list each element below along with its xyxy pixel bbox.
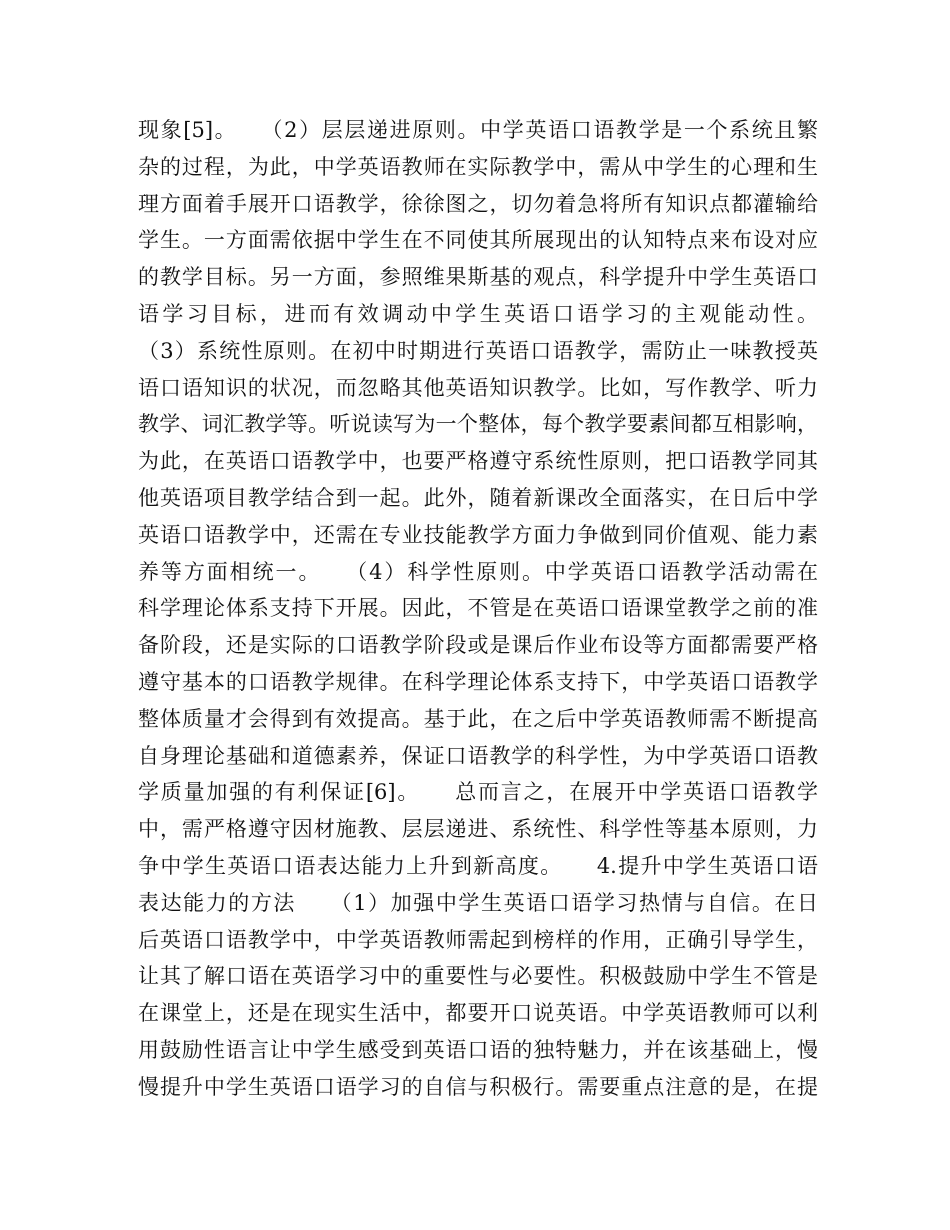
text-line: 整体质量才会得到有效提高。基于此，在之后中学英语教师需不断提高 xyxy=(138,706,818,731)
text-line: 理方面着手展开口语教学，徐徐图之，切勿着急将所有知识点都灌输给 xyxy=(138,191,818,216)
text-line: 为此，在英语口语教学中，也要严格遵守系统性原则，把口语教学同其 xyxy=(138,449,818,474)
text-line: 他英语项目教学结合到一起。此外，随着新课改全面落实，在日后中学 xyxy=(138,485,818,510)
text-line: 在课堂上，还是在现实生活中，都要开口说英语。中学英语教师可以利 xyxy=(138,1001,818,1026)
text-line: 学生。一方面需依据中学生在不同使其所展现出的认知特点来布设对应 xyxy=(138,228,818,253)
text-line: 学质量加强的有利保证[6]。 总而言之，在展开中学英语口语教学 xyxy=(138,780,818,805)
text-line: 养等方面相统一。 （4）科学性原则。中学英语口语教学活动需在 xyxy=(138,559,818,584)
text-line: 的教学目标。另一方面，参照维果斯基的观点，科学提升中学生英语口 xyxy=(138,265,818,290)
text-line: 让其了解口语在英语学习中的重要性与必要性。积极鼓励中学生不管是 xyxy=(138,964,818,989)
text-line: 备阶段，还是实际的口语教学阶段或是课后作业布设等方面都需要严格 xyxy=(138,633,818,658)
text-line: 表达能力的方法 （1）加强中学生英语口语学习热情与自信。在日 xyxy=(138,890,818,915)
text-line: 慢提升中学生英语口语学习的自信与积极行。需要重点注意的是，在提 xyxy=(138,1074,818,1099)
text-line: 现象[5]。 （2）层层递进原则。中学英语口语教学是一个系统且繁 xyxy=(138,118,818,142)
text-line: 杂的过程，为此，中学英语教师在实际教学中，需从中学生的心理和生 xyxy=(138,154,818,179)
text-line: 争中学生英语口语表达能力上升到新高度。 4.提升中学生英语口语 xyxy=(138,853,818,878)
text-line: 中，需严格遵守因材施教、层层递进、系统性、科学性等基本原则，力 xyxy=(138,817,818,842)
text-line: 用鼓励性语言让中学生感受到英语口语的独特魅力，并在该基础上，慢 xyxy=(138,1037,818,1062)
text-line: 后英语口语教学中，中学英语教师需起到榜样的作用，正确引导学生， xyxy=(138,927,818,952)
text-line: 语学习目标，进而有效调动中学生英语口语学习的主观能动性。 xyxy=(138,301,818,326)
text-line: 教学、词汇教学等。听说读写为一个整体，每个教学要素间都互相影响， xyxy=(138,412,818,437)
text-line: 自身理论基础和道德素养，保证口语教学的科学性，为中学英语口语教 xyxy=(138,743,818,768)
text-line: （3）系统性原则。在初中时期进行英语口语教学，需防止一味教授英 xyxy=(138,338,818,363)
body-text xyxy=(138,112,818,1106)
text-line: 英语口语教学中，还需在专业技能教学方面力争做到同价值观、能力素 xyxy=(138,522,818,547)
text-line: 遵守基本的口语教学规律。在科学理论体系支持下，中学英语口语教学 xyxy=(138,669,818,694)
text-line: 科学理论体系支持下开展。因此，不管是在英语口语课堂教学之前的准 xyxy=(138,596,818,621)
text-line: 语口语知识的状况，而忽略其他英语知识教学。比如，写作教学、听力 xyxy=(138,375,818,400)
